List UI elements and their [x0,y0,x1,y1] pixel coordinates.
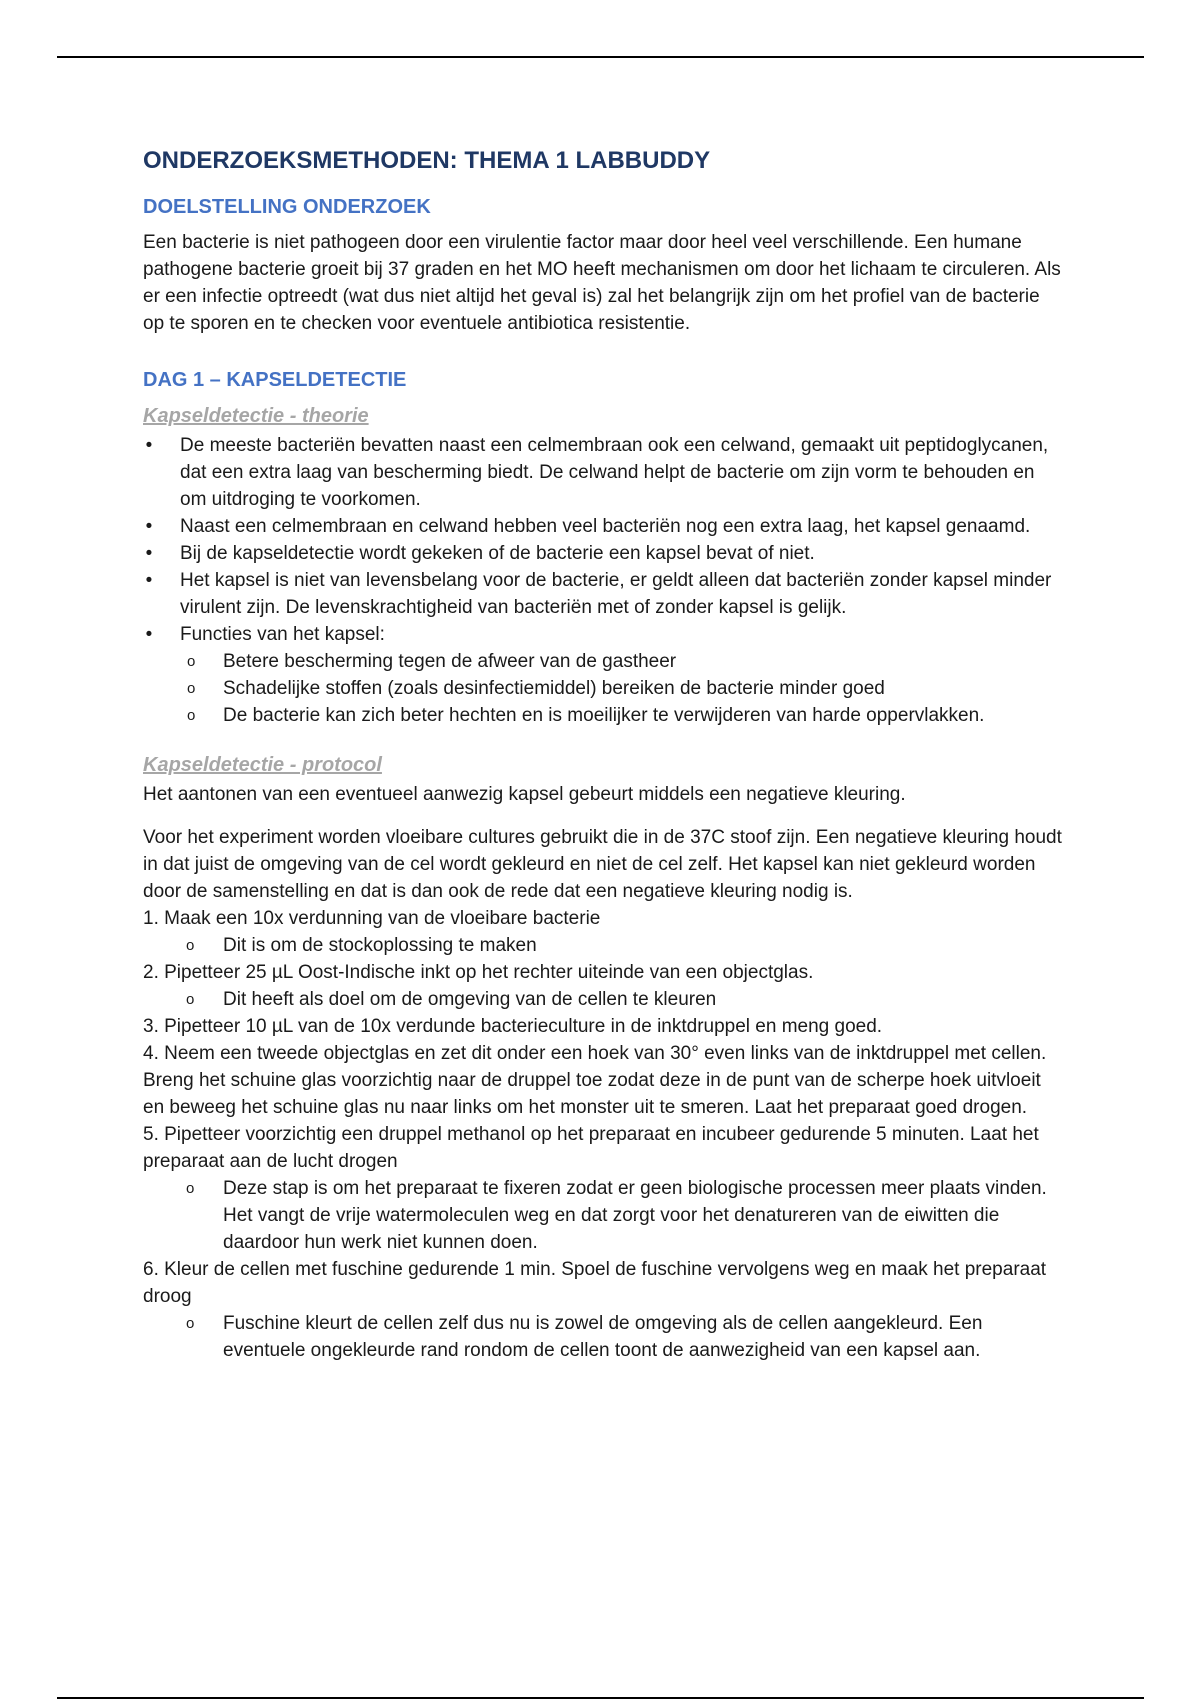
sub-bullet-text: Dit is om de stockoplossing te maken [223,935,537,956]
bullet-text: Naast een celmembraan en celwand hebben veel bacteriën nog een extra laag, het kapsel genaamd. [180,516,1031,537]
list-item [143,621,1063,729]
theorie-bullet-list [143,432,1063,729]
heading-doelstelling: DOELSTELLING ONDERZOEK [143,196,431,218]
step-2-notes [143,986,1063,1013]
kapsel-functions-list [180,648,1063,729]
list-item [180,675,1063,702]
bullet-text: Bij de kapseldetectie wordt gekeken of de bacterie een kapsel bevat of niet. [180,543,815,564]
bullet-marker: • [145,516,153,537]
sub-bullet-text: Betere bescherming tegen de afweer van de gastheer [223,651,677,672]
list-item [180,648,1063,675]
heading-protocol: Kapseldetectie - protocol [143,754,382,776]
list-item [143,932,1063,959]
protocol-step-2: 2. Pipetteer 25 µL Oost-Indische inkt op het rechter uiteinde van een objectglas. [143,962,814,983]
doelstelling-paragraph: Een bacterie is niet pathogeen door een virulentie factor maar door heel veel verschillende. Een humane pathogene bacterie groeit bij 37 graden en het MO heeft mechanismen om door het lichaam te circuleren. Als er een infectie optreedt (wat dus niet altijd het geval is) zal het belangrijk zijn om het profiel van de bacterie op te sporen en te checken voor eventuele antibiotica resistentie. [143,232,1061,334]
sub-bullet-marker: o [186,991,195,1008]
sub-bullet-marker: o [187,653,196,670]
bullet-marker: • [145,570,153,591]
list-item [143,1310,1063,1364]
sub-bullet-marker: o [186,1315,195,1332]
bullet-marker: • [145,624,153,645]
bullet-text: Het kapsel is niet van levensbelang voor de bacterie, er geldt alleen dat bacteriën zonder kapsel minder virulent zijn. De levenskrachtigheid van bacteriën met of zonder kapsel is gelijk. [180,570,1052,618]
sub-bullet-marker: o [186,937,195,954]
protocol-step-4: 4. Neem een tweede objectglas en zet dit onder een hoek van 30° even links van de inktdruppel met cellen. Breng het schuine glas voorzichtig naar de druppel toe zodat deze in de punt van de scherpe hoek uitvloeit en beweeg het schuine glas nu naar links om het monster uit te smeren. Laat het preparaat goed drogen. [143,1043,1047,1118]
list-item [143,1175,1063,1256]
heading-dag1: DAG 1 – KAPSELDETECTIE [143,369,407,391]
footer-rule [57,1697,1144,1699]
step-1-notes [143,932,1063,959]
list-item [143,513,1063,540]
step-5-notes [143,1175,1063,1256]
bullet-marker: • [145,543,153,564]
sub-bullet-marker: o [186,1180,195,1197]
list-item [143,540,1063,567]
bullet-text: Functies van het kapsel: [180,624,385,645]
sub-bullet-text: Fuschine kleurt de cellen zelf dus nu is zowel de omgeving als de cellen aangekleurd. Een eventuele ongekleurde rand rondom de cellen toont de aanwezigheid van een kapsel aan. [223,1313,983,1361]
protocol-step-1: 1. Maak een 10x verdunning van de vloeibare bacterie [143,908,601,929]
list-item [180,702,1063,729]
bullet-text: De meeste bacteriën bevatten naast een celmembraan ook een celwand, gemaakt uit peptidoglycanen, dat een extra laag van bescherming biedt. De celwand helpt de bacterie om zijn vorm te behouden en om uitdroging te voorkomen. [180,435,1049,510]
sub-bullet-text: Deze stap is om het preparaat te fixeren zodat er geen biologische processen meer plaats vinden. Het vangt de vrije watermoleculen weg en dat zorgt voor het denatureren van de eiwitten die daardoor hun werk niet kunnen doen. [223,1178,1047,1253]
sub-bullet-text: Schadelijke stoffen (zoals desinfectiemiddel) bereiken de bacterie minder goed [223,678,885,699]
protocol-description: Voor het experiment worden vloeibare cultures gebruikt die in de 37C stoof zijn. Een negatieve kleuring houdt in dat juist de omgeving van de cel wordt gekleurd en niet de cel zelf. Het kapsel kan niet gekleurd worden door de samenstelling en dat is dan ook de rede dat een negatieve kleuring nodig is. [143,827,1062,902]
heading-theorie: Kapseldetectie - theorie [143,405,369,427]
protocol-step-6: 6. Kleur de cellen met fuschine gedurende 1 min. Spoel de fuschine vervolgens weg en maak het preparaat droog [143,1259,1047,1307]
step-6-notes [143,1310,1063,1364]
protocol-step-5: 5. Pipetteer voorzichtig een druppel methanol op het preparaat en incubeer gedurende 5 minuten. Laat het preparaat aan de lucht drogen [143,1124,1039,1172]
list-item [143,567,1063,621]
sub-bullet-text: Dit heeft als doel om de omgeving van de cellen te kleuren [223,989,717,1010]
sub-bullet-text: De bacterie kan zich beter hechten en is moeilijker te verwijderen van harde oppervlakken. [223,705,985,726]
protocol-intro: Het aantonen van een eventueel aanwezig kapsel gebeurt middels een negatieve kleuring. [143,784,906,805]
document-body [143,144,1063,1364]
list-item [143,986,1063,1013]
document-title: ONDERZOEKSMETHODEN: THEMA 1 LABBUDDY [143,147,711,174]
header-rule [57,56,1144,58]
list-item [143,432,1063,513]
protocol-step-3: 3. Pipetteer 10 µL van de 10x verdunde bacterieculture in de inktdruppel en meng goed. [143,1016,883,1037]
bullet-marker: • [145,435,153,456]
sub-bullet-marker: o [187,680,196,697]
sub-bullet-marker: o [187,707,196,724]
